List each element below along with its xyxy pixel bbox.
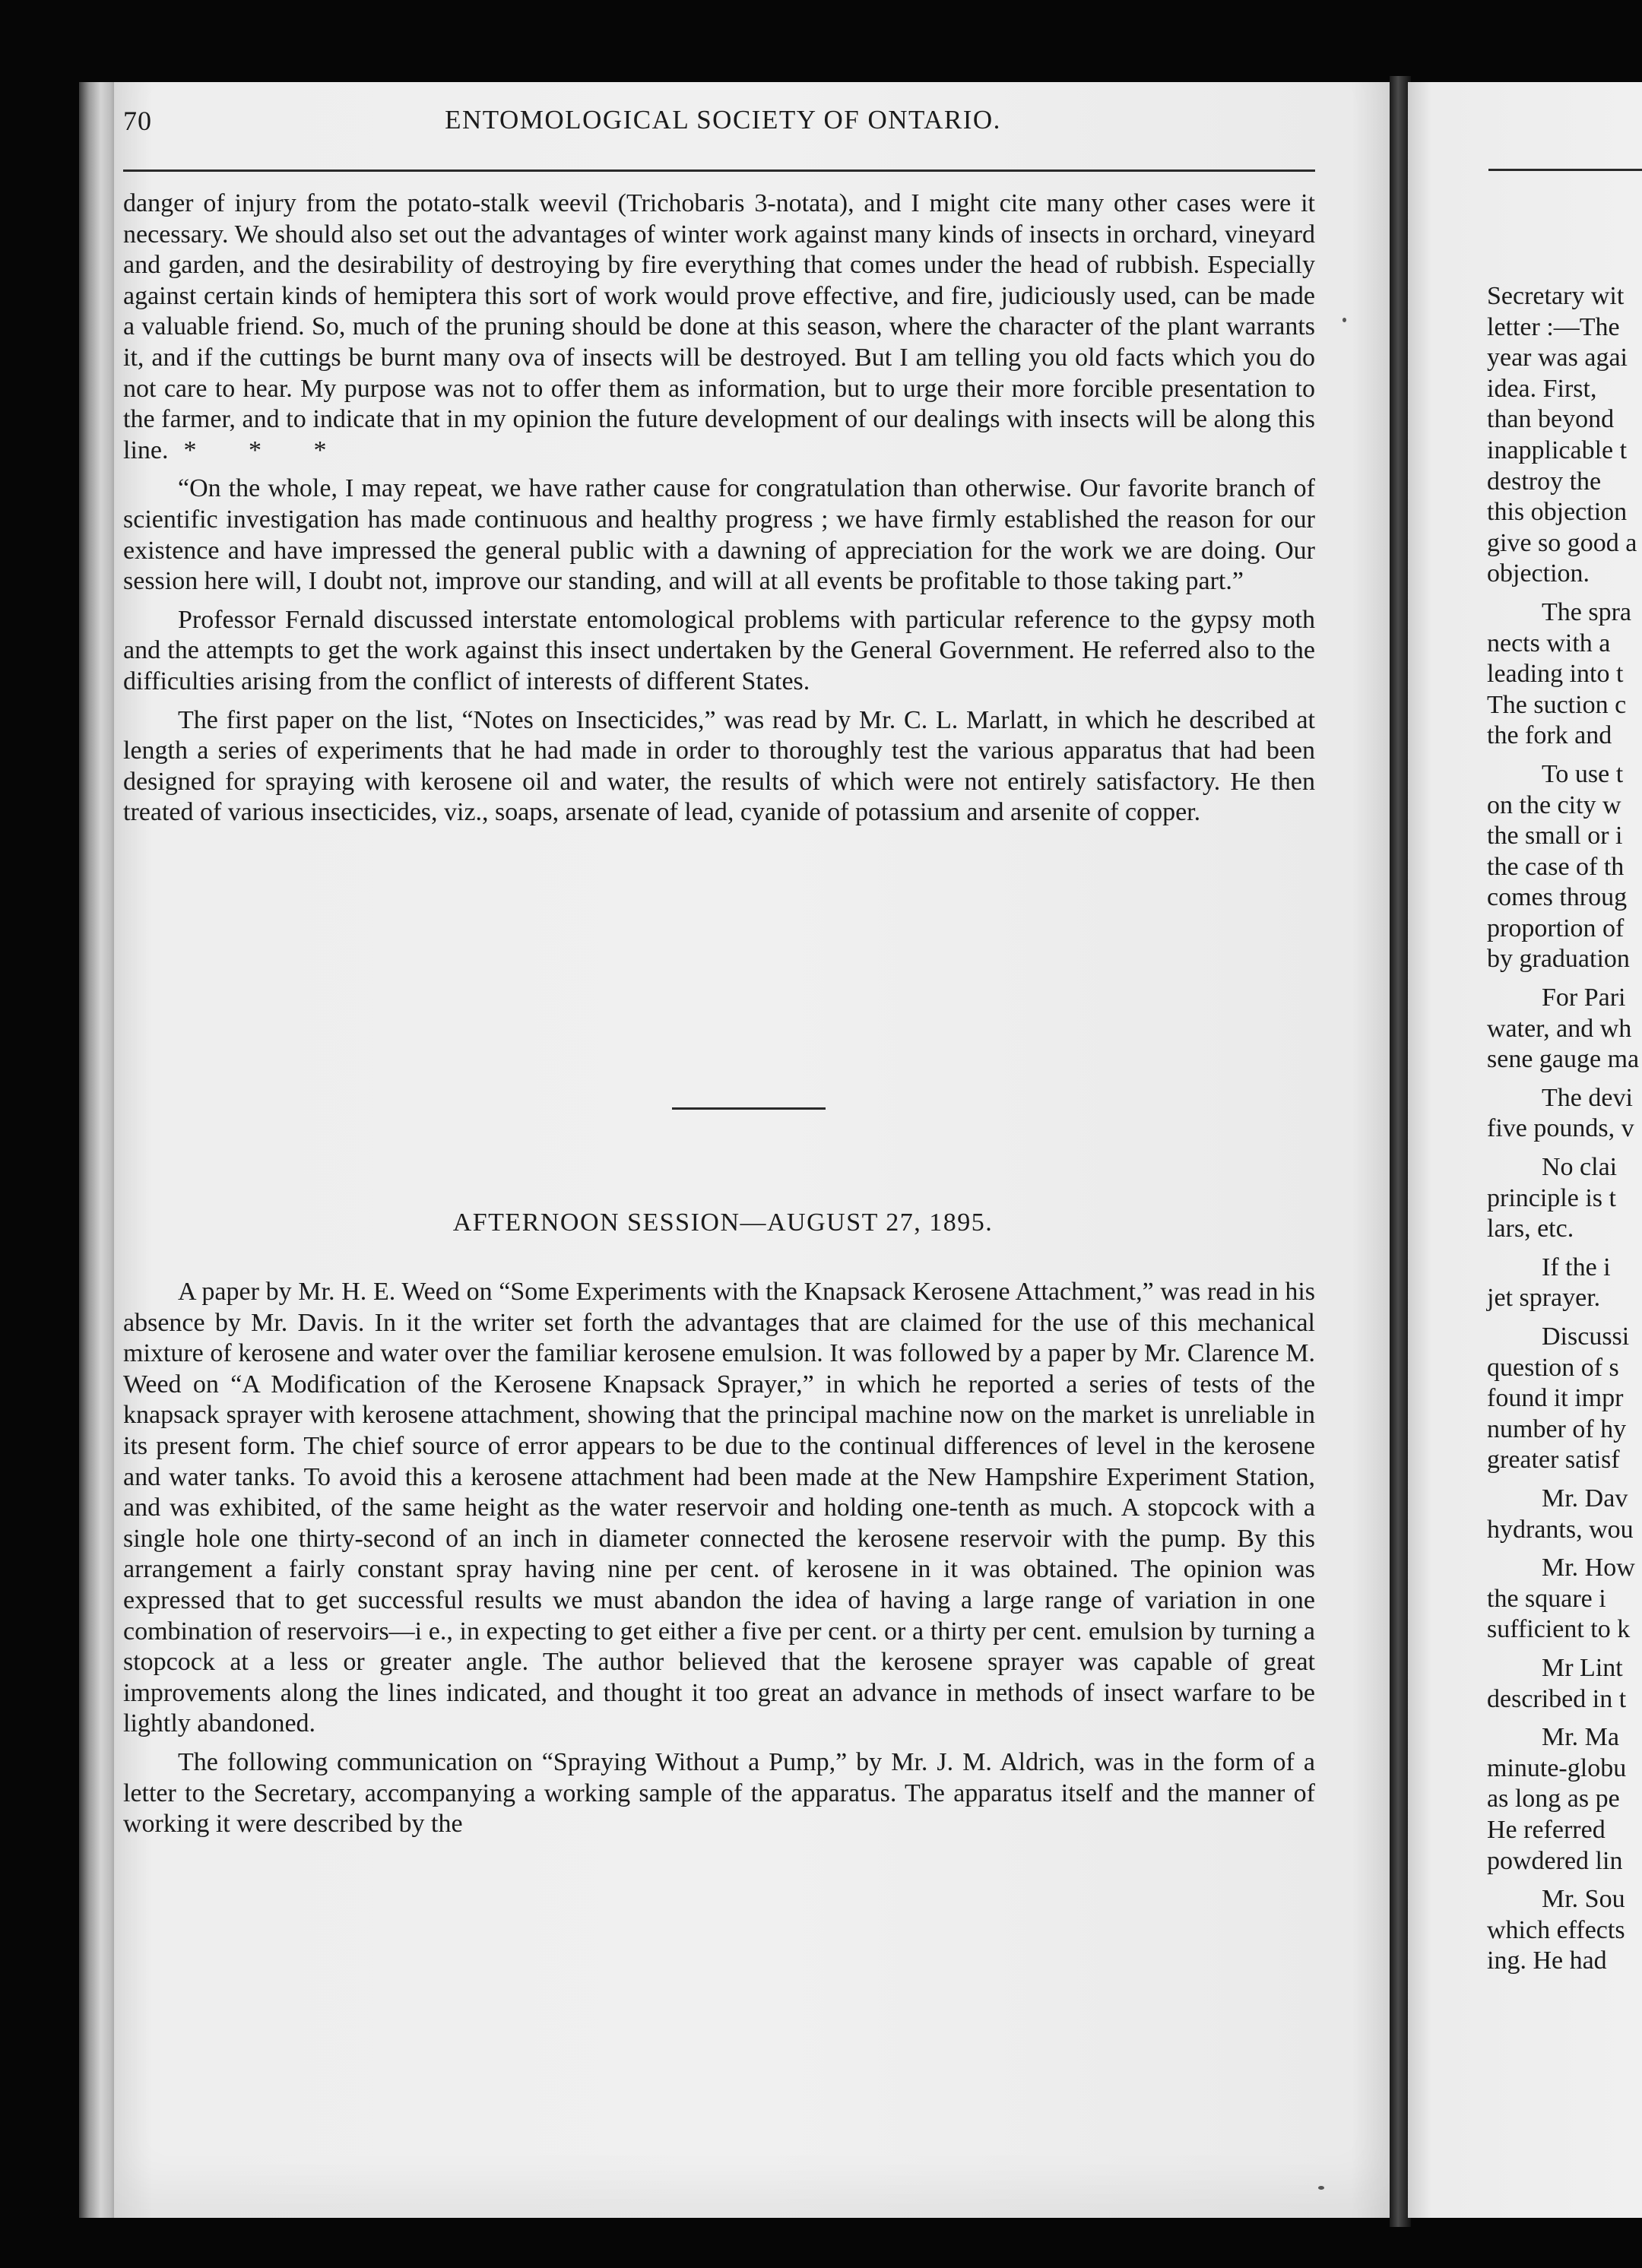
paragraph-quote: “On the whole, I may repeat, we have rather cause for congratulation than otherwise. Our favorite branch of scientific investigation has made continuous and healthy progress ; we have firmly established the reason for our existence and have impressed the general public with a dawning of appreciation for the work we are doing. Our session here will, I doubt not, improve our standing, and will at all events be profitable to those taking part.” [123, 474, 1315, 596]
facing-page-line: The devi [1542, 1083, 1633, 1112]
facing-page-line: than beyond [1487, 405, 1615, 434]
facing-page-line: lars, etc. [1487, 1215, 1574, 1243]
facing-page-line: Mr Lint [1542, 1653, 1623, 1682]
facing-page-line: proportion of [1487, 914, 1625, 942]
facing-page-line: greater satisf [1487, 1446, 1620, 1475]
facing-page-line: No clai [1542, 1153, 1618, 1182]
facing-page-line: destroy the [1487, 467, 1602, 496]
paragraph-text: danger of injury from the potato-stalk weevil (Trichobaris 3-notata), and I might cite many other cases were it necessary. We should also set out the advantages of winter work against many kinds of insects in orchard, vineyard and garden, and the desirability of destroying by fire everything that comes under the head of rubbish. Especially against certain kinds of hemiptera this sort of work would prove effective, and fire, judiciously used, can be made a valuable friend. So, much of the pruning should be done at this season, where the character of the plant warrants it, and if the cuttings be burnt many ova of insects will be destroyed. But I am telling you old facts which you do not care to hear. My purpose was not to offer them as information, but to urge their more forcible presentation to the farmer, and to indicate that in my opinion the future development of our dealings with insects will be along this line. [123, 189, 1315, 464]
facing-page-line: objection. [1487, 559, 1590, 588]
facing-page-line: The suction c [1487, 690, 1627, 719]
facing-page-line: nects with a [1487, 629, 1611, 657]
facing-page-line: the fork and [1487, 721, 1612, 750]
facing-page-line: as long as pe [1487, 1785, 1620, 1813]
facing-page-line: letter :—The [1487, 312, 1620, 341]
facing-page-line: Secretary wit [1487, 282, 1625, 310]
paragraph-continuation [123, 188, 1315, 466]
facing-page-line: water, and wh [1487, 1014, 1632, 1043]
paragraph-fernald: Professor Fernald discussed interstate entomological problems with particular reference to the gypsy moth and the attempts to get the work against this insect undertaken by the General Government. He referred also to the difficulties arising from the conflict of interests of different States. [123, 605, 1315, 695]
facing-page-line: Mr. Sou [1542, 1885, 1625, 1914]
paragraph-marlatt: The first paper on the list, “Notes on Insecticides,” was read by Mr. C. L. Marlatt, in which he described at length a series of experiments that he had made in order to thoroughly test the various apparatus that had been designed for spraying with kerosene oil and water, the results of which were not entirely satisfactory. He then treated of various insecticides, viz., soaps, arsenate of lead, cyanide of potassium and arsenite of copper. [123, 705, 1315, 827]
page-number: 70 [123, 106, 152, 136]
facing-page-line: the square i [1487, 1584, 1606, 1613]
facing-header-rule [1488, 169, 1642, 171]
afternoon-text-block [123, 1277, 1315, 1848]
facing-page-line: For Pari [1542, 984, 1626, 1012]
facing-page-line: the small or i [1487, 822, 1623, 850]
facing-page-line: by graduation [1487, 945, 1630, 974]
facing-page-line: question of s [1487, 1353, 1619, 1382]
facing-page-line: found it impr [1487, 1384, 1624, 1413]
running-head [0, 105, 1642, 150]
paragraph-weed: A paper by Mr. H. E. Weed on “Some Experiments with the Knapsack Kerosene Attachment,” was read in his absence by Mr. Davis. In it the writer set forth the advantages that are claimed for the use of this mechanical mixture of kerosene and water over the familiar kerosene emulsion. It was followed by a paper by Mr. Clarence M. Weed on “A Modification of the Kerosene Knapsack Sprayer,” in which he reported a series of tests of the knapsack sprayer with kerosene attachment, showing that the principal machine now on the market is unreliable in its present form. The chief source of error appears to be due to the continual differences of level in the kerosene and water tanks. To avoid this a kerosene attachment had been made at the New Hampshire Experiment Station, and was exhibited, of the same height as the water reservoir and holding one-tenth as much. A stopcock with a single hole one thirty-second of an inch in diameter connected the kerosene reservoir with the pump. By this arrangement a fairly constant spray having nine per cent. of kerosene in it was obtained. The opinion was expressed that to get successful results we must abandon the idea of having a large range of variation in one combination of reservoirs—i e., in expecting to get either a five per cent. or a thirty per cent. emulsion by turning a stopcock at a less or greater angle. The author believed that the kerosene sprayer was capable of great improvements along the lines indicated, and thought it too great an advance in methods of insect warfare to be lightly abandoned. [123, 1278, 1315, 1738]
facing-page-line: To use t [1542, 759, 1624, 788]
facing-page-line: The spra [1542, 597, 1632, 626]
section-divider [672, 1107, 826, 1110]
facing-page-line: five pounds, v [1487, 1114, 1634, 1143]
header-rule [123, 169, 1315, 172]
facing-page-line: the case of th [1487, 852, 1625, 881]
facing-page-line: idea. First, [1487, 374, 1597, 403]
facing-page-line: year was agai [1487, 344, 1628, 372]
facing-page-line: leading into t [1487, 660, 1624, 689]
facing-page-line: described in t [1487, 1684, 1627, 1713]
facing-page-line: ing. He had [1487, 1946, 1607, 1975]
facing-page-line: this objection [1487, 498, 1628, 527]
scan-speck [1342, 318, 1346, 322]
facing-page-line: principle is t [1487, 1183, 1616, 1212]
paragraph-aldrich: The following communication on “Spraying Without a Pump,” by Mr. J. M. Aldrich, was in the form of a letter to the Secretary, accompanying a working sample of the apparatus. The apparatus itself and the manner of working it were described by the [123, 1747, 1315, 1839]
book-spine-edge [79, 82, 119, 2218]
facing-page-line: number of hy [1487, 1414, 1627, 1443]
facing-page-text [1487, 281, 1642, 1977]
facing-page-line: comes throug [1487, 883, 1628, 912]
facing-page-line: Mr. How [1542, 1554, 1635, 1582]
facing-page-line: hydrants, wou [1487, 1515, 1634, 1544]
running-head-title: ENTOMOLOGICAL SOCIETY OF ONTARIO. [445, 105, 1001, 135]
ellipsis-stars: * * * [183, 436, 350, 464]
facing-page-line: Discussi [1542, 1322, 1630, 1351]
facing-page-line: Mr. Ma [1542, 1723, 1619, 1752]
facing-page-line: If the i [1542, 1253, 1611, 1281]
facing-page-line: inapplicable t [1487, 436, 1628, 464]
scan-speck [1318, 2186, 1324, 2190]
facing-page-line: He referred [1487, 1815, 1606, 1844]
facing-page-line: jet sprayer. [1487, 1284, 1601, 1313]
facing-page-line: Mr. Dav [1542, 1484, 1628, 1513]
facing-page-line: give so good a [1487, 528, 1637, 557]
section-heading: AFTERNOON SESSION—AUGUST 27, 1895. [452, 1208, 994, 1237]
main-text-block [123, 188, 1315, 836]
facing-page-line: powdered lin [1487, 1846, 1623, 1875]
facing-page-line: sene gauge ma [1487, 1045, 1640, 1074]
facing-page-line: which effects [1487, 1915, 1625, 1944]
facing-page-line: on the city w [1487, 790, 1621, 819]
facing-page-line: sufficient to k [1487, 1615, 1631, 1644]
facing-page-line: minute-globu [1487, 1753, 1627, 1782]
